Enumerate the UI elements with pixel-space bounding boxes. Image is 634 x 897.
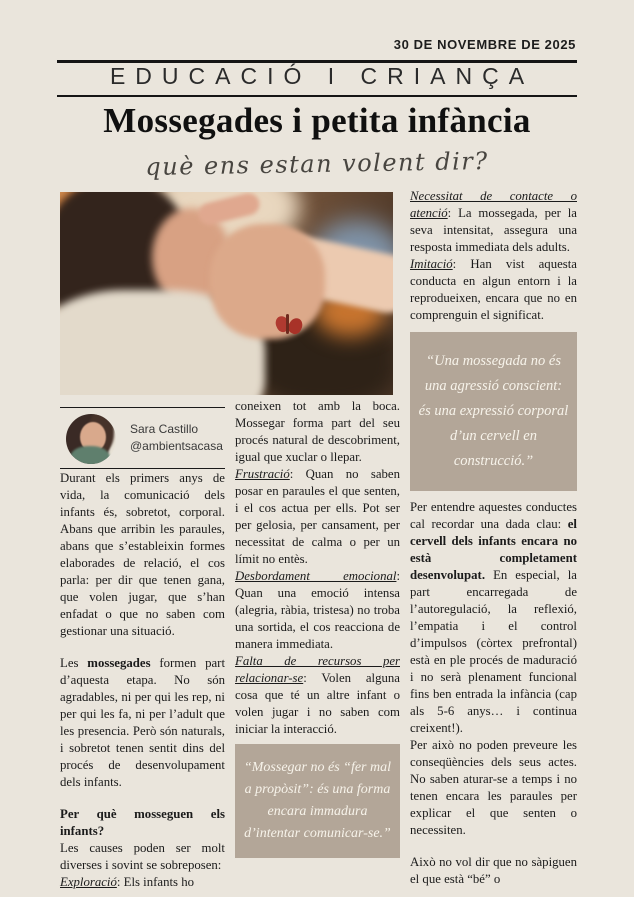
author-handle: @ambientsacasa: [130, 439, 223, 453]
header-rule-bottom: [57, 95, 577, 97]
paragraph-imitacio: Imitació: Han vist aquesta conducta en algun entorn i la reprodueixen, encara que no en comprenguin el significat.: [410, 257, 577, 322]
article-photo: [60, 192, 393, 395]
paragraph-boca: coneixen tot amb la boca. Mossegar forma part del seu procés natural de descobriment, igual que xuclar o llepar.: [235, 399, 400, 464]
paragraph-falta: Falta de recursos per relacionar-se: Volen alguna cosa que té un altre infant o volen jugar i no saben com iniciar la interacció.: [235, 654, 400, 736]
handwritten-subtitle: què ens estan volent dir?: [145, 147, 489, 181]
paragraph-cervell: Per entendre aquestes conductes cal recordar una dada clau: el cervell dels infants encara no està completament desenvolupat. En especial, la part encarregada de l’autoregulació, la reflexió, l’empatia i el control d’impulsos (còrtex prefrontal) està en ple procés de maduració i no serà plenament funcional fins ben entrada la infància (cap als 5-6 anys… i continua creixent!).: [410, 500, 577, 735]
paragraph-exploracio: Exploració: Els infants ho: [60, 875, 195, 889]
paragraph-frustracio: Frustració: Quan no saben posar en paraules el que senten, i el cos actua per ells. Pot ser per gelosia, per cansament, per necessitat de calma o per un límit no entès.: [235, 467, 400, 566]
term-falta: Falta de recursos per relacionar-se: [235, 654, 400, 685]
column-right: [410, 188, 577, 888]
section-heading-causes: Per què mosseguen els infants?: [60, 807, 225, 838]
page-title: Mossegades i petita infància: [103, 101, 531, 140]
author-text: [130, 421, 223, 455]
author-avatar: [66, 414, 116, 464]
paragraph-aixo: Això no vol dir que no sàpiguen el que està “bé” o: [410, 855, 577, 886]
photo-clasped-hands: [210, 224, 325, 339]
paragraph-necessitat: Necessitat de contacte o atenció: La mossegada, per la seva intensitat, assegura una resposta immediata dels adults.: [410, 189, 577, 254]
author-name: Sara Castillo: [130, 422, 199, 436]
term-desbordament: Desbordament emocional: [235, 569, 397, 583]
paragraph-causes: Les causes poden ser molt diverses i sovint se sobreposen:: [60, 841, 225, 872]
column-middle: [235, 398, 400, 858]
pull-quote-comunicar: “Mossegar no és “fer mal a propòsit”: és una forma encara immadura d’intentar comunicar-se.”: [235, 744, 400, 858]
column-left: [60, 470, 225, 891]
author-box: [60, 407, 225, 469]
term-necessitat: Necessitat de contacte o atenció: [410, 189, 577, 220]
paragraph-desbordament: Desbordament emocional: Quan una emoció intensa (alegria, ràbia, tristesa) no troba una sortida, el cos reacciona de manera immediata.: [235, 569, 400, 651]
issue-date: 30 DE NOVEMBRE DE 2025: [393, 37, 576, 52]
term-exploracio: Exploració: [60, 875, 117, 889]
term-imitacio: Imitació: [410, 257, 453, 271]
paragraph-consequencies: Per això no poden preveure les conseqüències dels seus actes. No saben aturar-se a temps i no tenen encara les paraules per explicar el que senten o necessiten.: [410, 738, 577, 837]
paragraph-etapa: Les mossegades formen part d’aquesta etapa. No són agradables, ni per qui les rep, ni per qui les fa, ni per l’adult que les presencia. Però són naturals, i sobretot tenen sentit dins del procés de desenvolupament dels infants.: [60, 656, 225, 789]
paragraph-intro: Durant els primers anys de vida, la comunicació dels infants és, sobretot, corporal. Abans que arribin les paraules, abans que s’estableixin formes elaborades de relació, el cos parla: per dir que tenen gana, que volen jugar, que s’han enfadat o que no saben com gestionar una situació.: [60, 471, 225, 638]
pull-quote-cervell: “Una mossegada no és una agressió conscient: és una expressió corporal d’un cervell en construcció.”: [410, 332, 577, 491]
section-title: EDUCACIÓ I CRIANÇA: [109, 63, 535, 89]
term-frustracio: Frustració: [235, 467, 290, 481]
photo-butterfly-tattoo: [286, 314, 289, 334]
